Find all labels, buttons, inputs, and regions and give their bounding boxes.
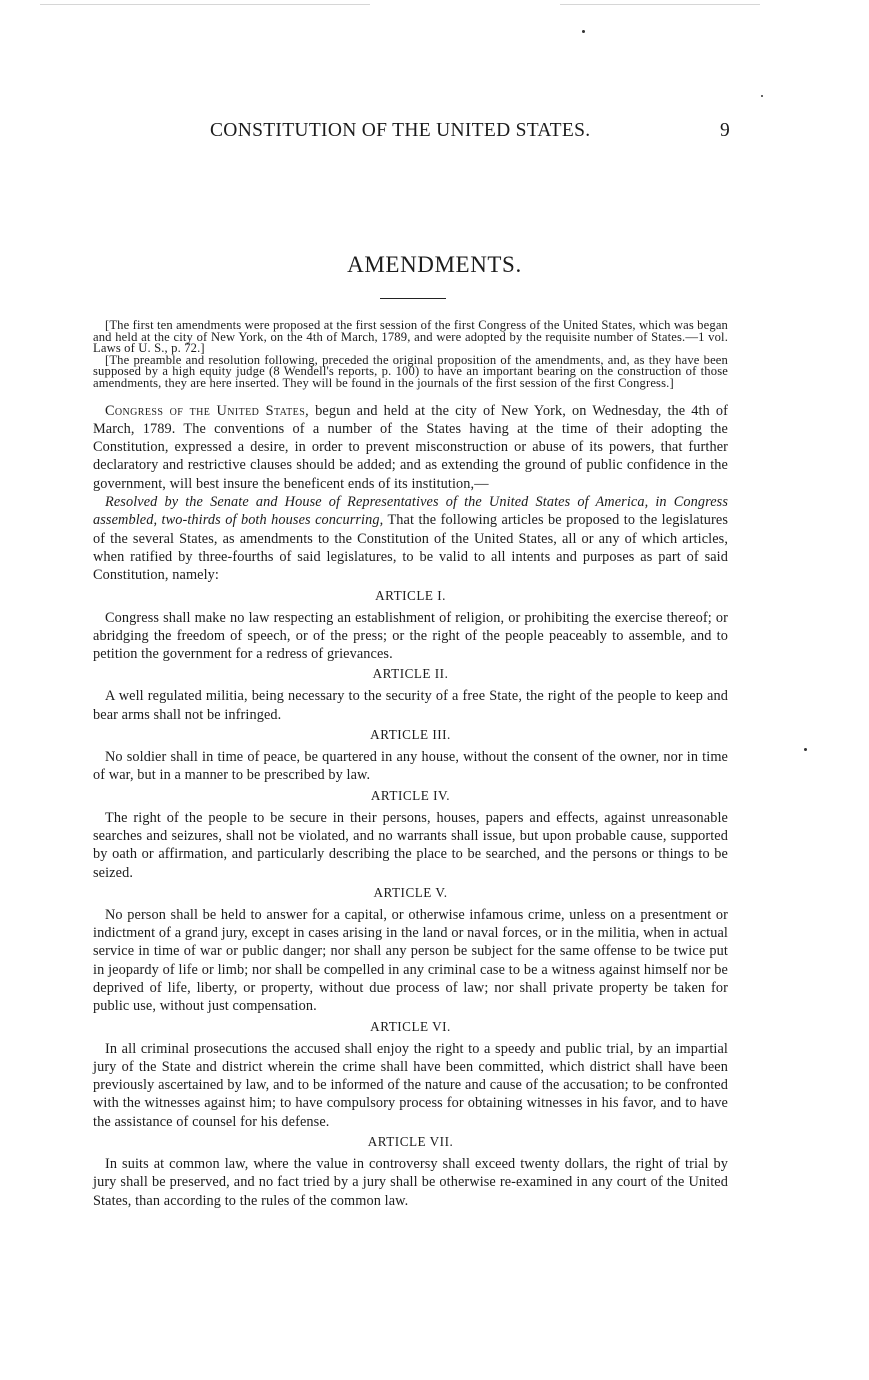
article-heading: ARTICLE I.	[375, 587, 446, 603]
scan-edge-line	[40, 4, 370, 5]
article-text: No person shall be held to answer for a capital, or otherwise infamous crime, unless on a presentment or indictment of a grand jury, except in cases arising in the land or naval forces, or in the militia, when in actual service in time of war or public danger; nor shall any person be subject for the same offense to be twice put in jeopardy of life or limb; nor shall be compelled in any criminal case to be a witness against himself nor be deprived of life, liberty, or property, without due process of law; nor shall private property be taken for public use, without just compensation.	[93, 906, 728, 1015]
preamble-lead: Congress of the United States,	[105, 402, 310, 419]
page-number: 9	[719, 120, 730, 141]
running-header-title: CONSTITUTION OF THE UNITED STATES.	[210, 120, 591, 141]
article-heading: ARTICLE VII.	[367, 1134, 454, 1150]
article-2	[93, 666, 728, 724]
article-heading: ARTICLE II.	[372, 666, 449, 682]
article-text: No soldier shall in time of peace, be quartered in any house, without the consent of the owner, nor in time of war, but in a manner to be prescribed by law.	[93, 749, 728, 784]
editorial-note: [The preamble and resolution following, preceded the original proposition of the amendments, and, as they have been supposed by a high equity judge (8 Wendell's reports, p. 100) to have an important bearing on the construction of those amendments, they are here inserted. They will be found in the journals of the first session of the first Congress.]	[93, 352, 728, 390]
article-4	[93, 788, 728, 882]
article-text: In suits at common law, where the value in controversy shall exceed twenty dollars, the right of trial by jury shall be preserved, and no fact tried by a jury shall be otherwise re-examined in any court of the United States, than according to the rules of the common law.	[93, 1156, 728, 1209]
article-text: A well regulated militia, being necessary to the security of a free State, the right of the people to keep and bear arms shall not be infringed.	[93, 688, 728, 723]
running-header	[210, 120, 730, 146]
scan-speck	[582, 30, 585, 33]
article-heading: ARTICLE III.	[370, 727, 451, 743]
article-heading: ARTICLE VI.	[370, 1018, 451, 1034]
heading-rule	[380, 298, 446, 299]
article-text: Congress shall make no law respecting an establishment of religion, or prohibiting the exercise thereof; or abridging the freedom of speech, or of the press; or the right of the people peaceably to assemble, and to petition the government for a redress of grievances.	[93, 609, 728, 663]
scan-edge-line	[560, 4, 760, 5]
page-title: AMENDMENTS.	[347, 252, 522, 277]
editorial-note: [The first ten amendments were proposed at the first session of the first Congress of the United States, which was began and held at the city of New York, on the 4th of March, 1789, and were adopted by the requisite number of States.—1 vol. Laws of U. S., p. 72.]	[93, 318, 728, 356]
article-text: In all criminal prosecutions the accused shall enjoy the right to a speedy and public trial, by an impartial jury of the State and district wherein the crime shall have been committed, which district shall have been previously ascertained by law, and to be informed of the nature and cause of the accusation; to be confronted with the witnesses against him; to have compulsory process for obtaining witnesses in his favor, and to have the assistance of counsel for his defense.	[93, 1040, 728, 1130]
article-heading: ARTICLE IV.	[370, 787, 451, 803]
article-7	[93, 1134, 728, 1210]
article-3	[93, 727, 728, 785]
resolution-text: That the following articles be proposed to the legislatures of the several States, as amendments to the Constitution of the United States, all or any of which articles, when ratified by three-fourths of said legislatures, to be valid to all intents and purposes as part of said Constitution, namely:	[93, 512, 728, 584]
scan-speck	[761, 95, 763, 97]
preamble-paragraph	[93, 402, 728, 493]
document-body	[93, 320, 728, 1210]
editorial-notes	[93, 320, 728, 390]
article-1	[93, 588, 728, 664]
article-text: The right of the people to be secure in their persons, houses, papers and effects, against unreasonable searches and seizures, shall not be violated, and no warrants shall issue, but upon probable cause, supported by oath or affirmation, and particularly describing the place to be searched, and the persons or things to be seized.	[93, 809, 728, 881]
article-heading: ARTICLE V.	[373, 884, 448, 900]
preamble-text: begun and held at the city of New York, on Wednesday, the 4th of March, 1789. The conventions of a number of the States having at the time of their adopting the Constitution, expressed a desire, in order to prevent misconstruction or abuse of its powers, that further declaratory and restrictive clauses should be added; and as extending the ground of public confidence in the government, will best insure the beneficent ends of its institution,—	[93, 402, 728, 492]
resolution-paragraph	[93, 493, 728, 584]
resolution-italic: Resolved by the Senate and House of Representatives of the United States of America, in Congress assembled, two-thirds of both houses concurring,	[93, 494, 728, 529]
article-5	[93, 885, 728, 1016]
scan-speck	[804, 748, 807, 751]
article-6	[93, 1019, 728, 1131]
